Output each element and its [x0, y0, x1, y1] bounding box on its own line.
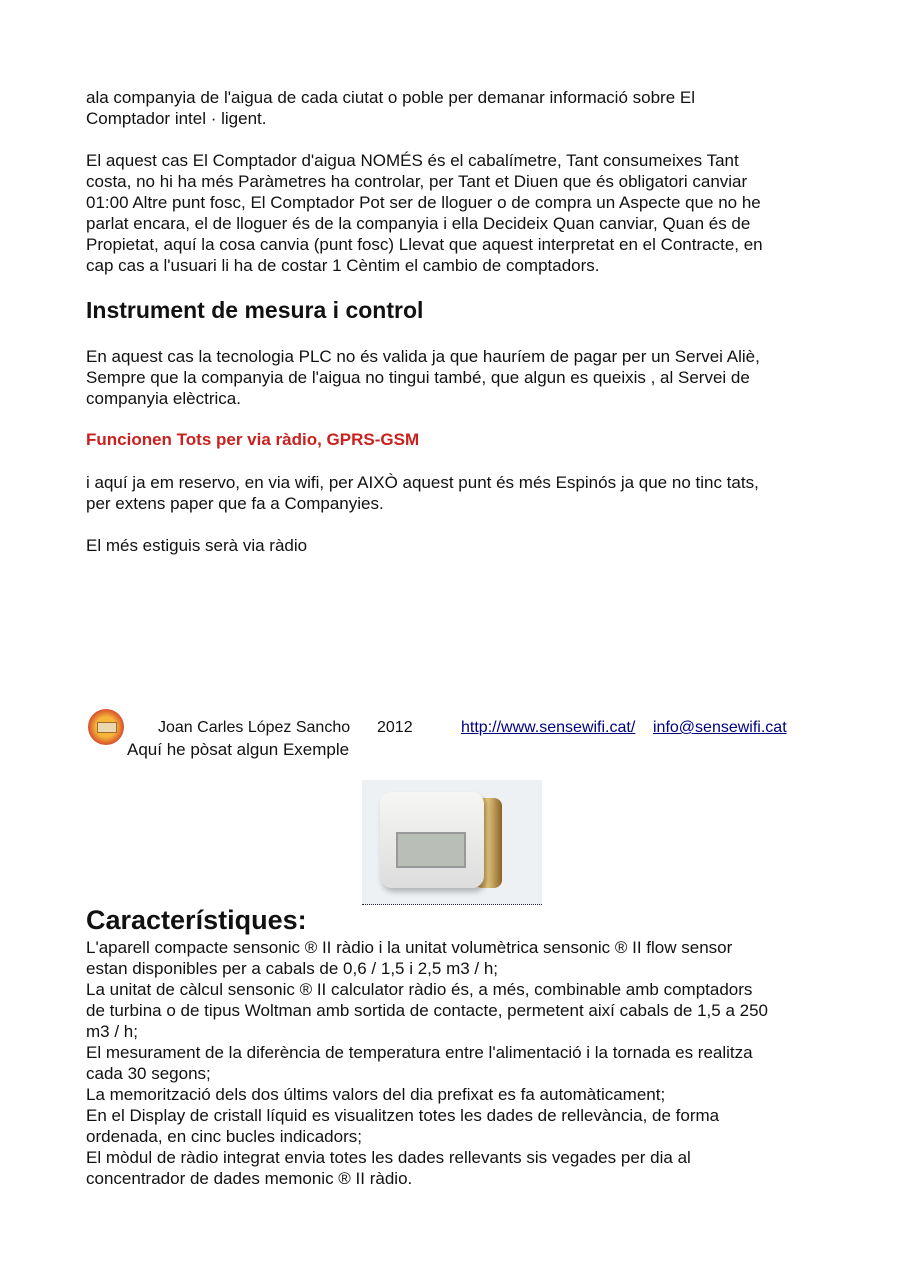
section-heading: Instrument de mesura i control	[86, 297, 424, 323]
text-line: cada 30 segons;	[86, 1064, 211, 1083]
footer-year: 2012	[377, 719, 413, 736]
text-line: Comptador intel · ligent.	[86, 109, 267, 128]
logo-icon	[88, 709, 124, 745]
meter-photo	[362, 780, 542, 905]
text-line: Sempre que la companyia de l'aigua no tingui també, que algun es queixis , al Servei de	[86, 368, 750, 387]
text-line: El aquest cas El Comptador d'aigua NOMÉS és el cabalímetre, Tant consumeixes Tant	[86, 151, 739, 170]
text-line: La unitat de càlcul sensonic ® II calculator ràdio és, a més, combinable amb comptadors	[86, 980, 753, 999]
text-line: de turbina o de tipus Woltman amb sortida de contacte, permetent així cabals de 1,5 a 250	[86, 1001, 768, 1020]
text-line: per extens paper que fa a Companyies.	[86, 494, 384, 513]
text-line: L'aparell compacte sensonic ® II ràdio i la unitat volumètrica sensonic ® II flow sensor	[86, 938, 733, 957]
features-heading: Característiques:	[86, 905, 307, 935]
text-line: costa, no hi ha més Paràmetres ha controlar, per Tant et Diuen que és obligatori canviar	[86, 172, 748, 191]
text-line: El mesurament de la diferència de temperatura entre l'alimentació i la tornada es realitza	[86, 1043, 753, 1062]
text-line: concentrador de dades memonic ® II ràdio.	[86, 1169, 413, 1188]
text-line: El mòdul de ràdio integrat envia totes les dades rellevants sis vegades per dia al	[86, 1148, 691, 1167]
footer-note: Aquí he pòsat algun Exemple	[127, 740, 350, 759]
red-subheading: Funcionen Tots per via ràdio, GPRS-GSM	[86, 430, 420, 449]
text-line: Propietat, aquí la cosa canvia (punt fosc) Llevat que aquest interpretat en el Contracte, en	[86, 235, 763, 254]
text-line: companyia elèctrica.	[86, 389, 241, 408]
paragraph-plc	[86, 346, 760, 409]
paragraph-intro	[86, 87, 695, 129]
text-line: i aquí ja em reservo, en via wifi, per AIXÒ aquest punt és més Espinós ja que no tinc tats,	[86, 473, 759, 492]
text-line: 01:00 Altre punt fosc, El Comptador Pot ser de lloguer o de compra un Aspecte que no he	[86, 193, 761, 212]
text-line: En aquest cas la tecnologia PLC no és valida ja que hauríem de pagar per un Servei Aliè,	[86, 347, 760, 366]
text-line: En el Display de cristall líquid es visualitzen totes les dades de rellevància, de forma	[86, 1106, 720, 1125]
text-line: m3 / h;	[86, 1022, 138, 1041]
text-line: parlat encara, el de lloguer és de la companyia i ella Decideix Quan canviar, Quan és de	[86, 214, 751, 233]
text-line: estan disponibles per a cabals de 0,6 / 1,5 i 2,5 m3 / h;	[86, 959, 499, 978]
features-list	[86, 937, 768, 1189]
text-line: cap cas a l'usuari li ha de costar 1 Cèntim el cambio de comptadors.	[86, 256, 600, 275]
text-line: ala companyia de l'aigua de cada ciutat o poble per demanar informació sobre El	[86, 88, 696, 107]
lcd-display	[396, 832, 466, 868]
paragraph-wifi	[86, 472, 759, 514]
footer-author: Joan Carles López Sancho	[158, 719, 351, 736]
paragraph-meter-cost	[86, 150, 763, 276]
email-link[interactable]: info@sensewifi.cat	[653, 719, 787, 736]
text-line: La memorització dels dos últims valors del dia prefixat es fa automàticament;	[86, 1085, 666, 1104]
website-link[interactable]: http://www.sensewifi.cat/	[461, 719, 636, 736]
paragraph-radio: El més estiguis serà via ràdio	[86, 536, 308, 555]
text-line: ordenada, en cinc bucles indicadors;	[86, 1127, 362, 1146]
meter-body	[380, 792, 484, 888]
